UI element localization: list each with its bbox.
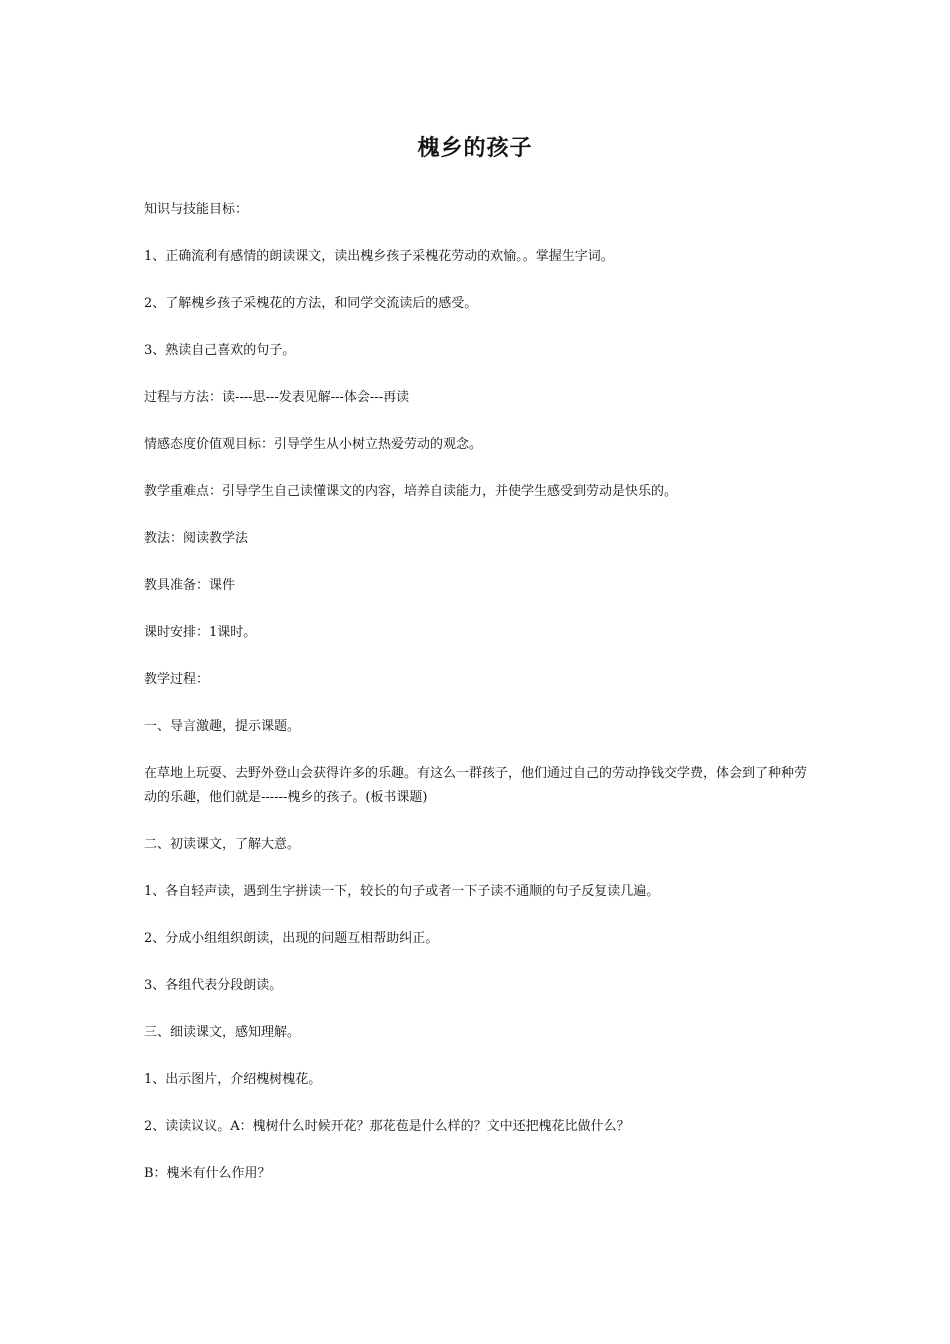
paragraph: 1、出示图片，介绍槐树槐花。 (144, 1071, 322, 1087)
paragraph: 情感态度价值观目标：引导学生从小树立热爱劳动的观念。 (144, 437, 483, 452)
paragraph: 二、初读课文，了解大意。 (144, 836, 301, 852)
paragraph: 教学过程： (144, 672, 210, 687)
paragraph: 1、正确流利有感情的朗读课文，读出槐乡孩子采槐花劳动的欢愉。。掌握生字词。 (144, 249, 614, 264)
paragraph: 2、读读议议。A：槐树什么时候开花？那花苞是什么样的？文中还把槐花比做什么？ (144, 1118, 630, 1134)
paragraph: 教具准备：课件 (144, 578, 236, 593)
document-body (144, 198, 814, 1209)
paragraph: 课时安排：1课时。 (144, 625, 257, 640)
paragraph: 1、各自轻声读，遇到生字拼读一下，较长的句子或者一下子读不通顺的句子反复读几遍。 (144, 883, 660, 899)
paragraph: 2、了解槐乡孩子采槐花的方法，和同学交流读后的感受。 (144, 296, 478, 311)
paragraph: 3、各组代表分段朗读。 (144, 977, 283, 993)
paragraph: 教学重难点：引导学生自己读懂课文的内容，培养自读能力，并使学生感受到劳动是快乐的。 (144, 484, 678, 499)
paragraph: 一、导言激趣，提示课题。 (144, 719, 301, 734)
document-title: 槐乡的孩子 (417, 136, 533, 161)
paragraph: 三、细读课文，感知理解。 (144, 1024, 301, 1040)
paragraph: 知识与技能目标： (144, 202, 249, 217)
paragraph: 教法：阅读教学法 (144, 531, 249, 546)
paragraph: 在草地上玩耍、去野外登山会获得许多的乐趣。有这么一群孩子，他们通过自己的劳动挣钱交学费，体会到了种种劳动的乐趣，他们就是------槐乡的孩子。(板书课题) (144, 766, 808, 805)
paragraph: 过程与方法：读----思---发表见解---体会---再读 (144, 390, 410, 405)
paragraph: 2、分成小组组织朗读，出现的问题互相帮助纠正。 (144, 930, 439, 946)
paragraph: B：槐米有什么作用？ (144, 1165, 271, 1181)
paragraph: 3、熟读自己喜欢的句子。 (144, 343, 296, 358)
